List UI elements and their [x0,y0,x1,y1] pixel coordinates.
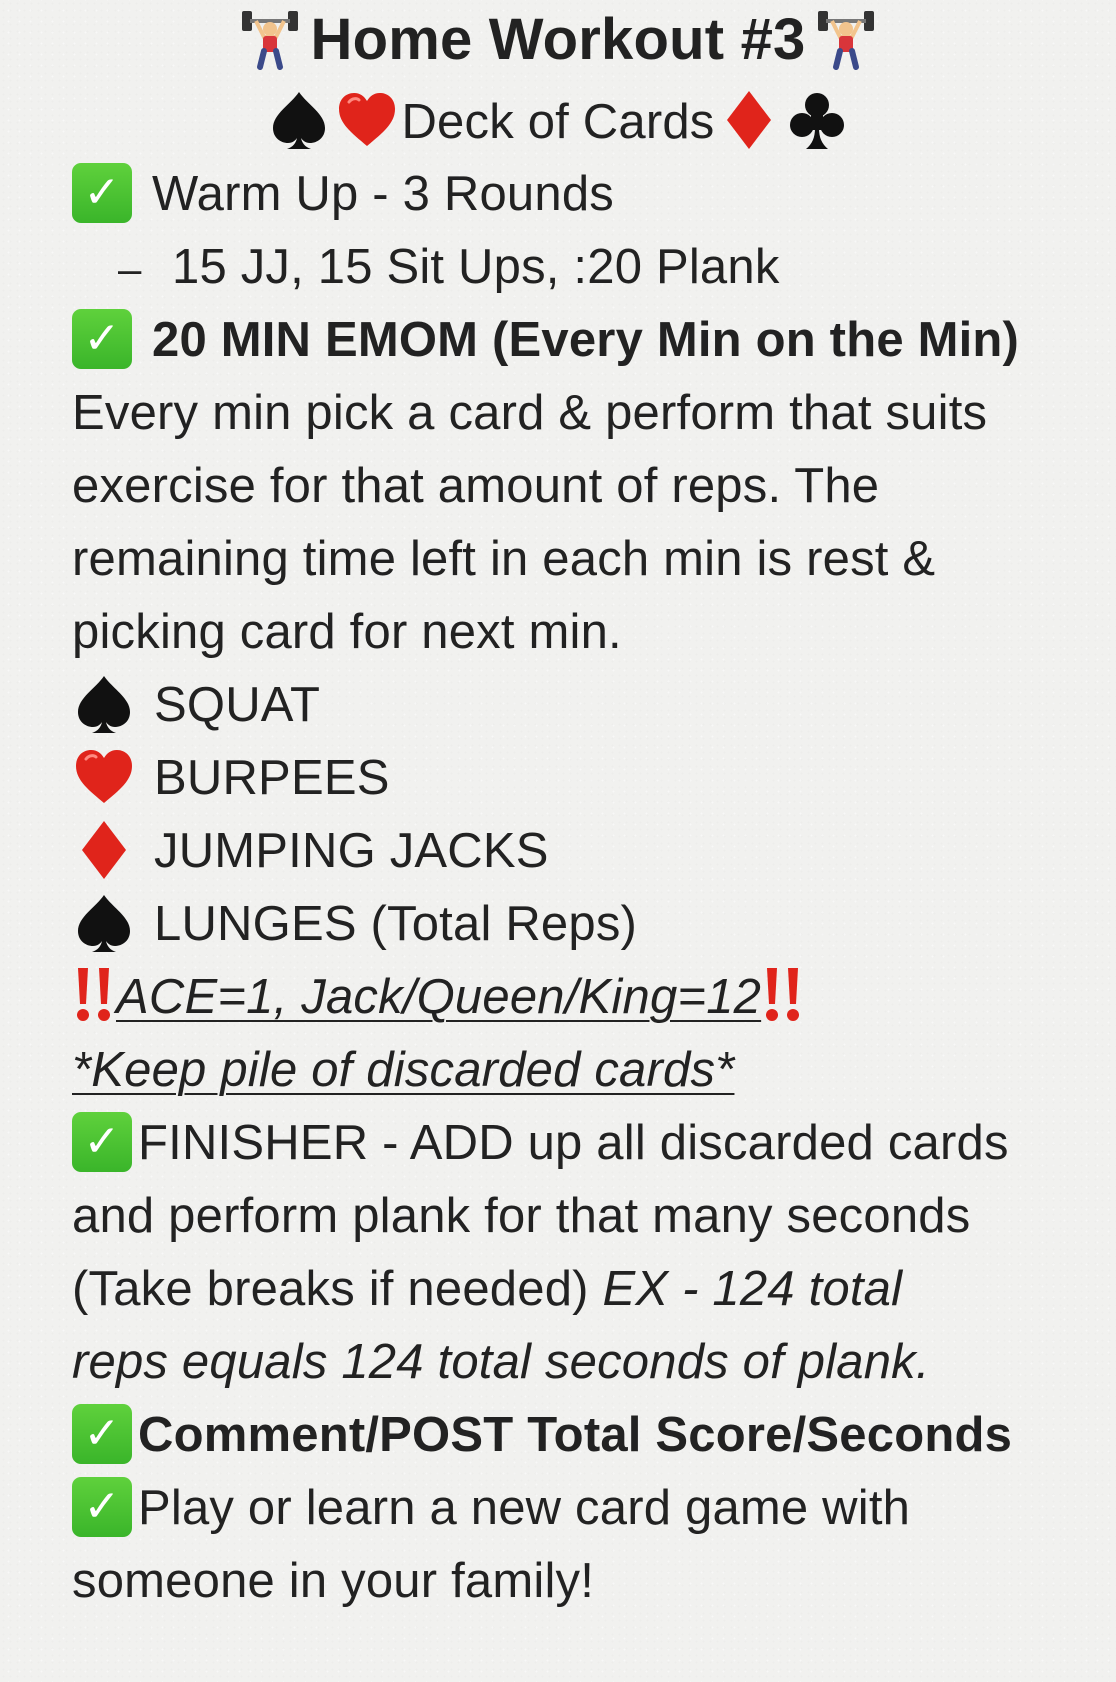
weightlifter-woman-icon [816,7,876,73]
checkmark-icon: ✓ [72,163,132,223]
finisher-note: (Take breaks if needed) [72,1262,589,1316]
exercise-label: LUNGES (Total Reps) [154,897,638,951]
weightlifter-man-icon [240,7,300,73]
emom-description-line: remaining time left in each min is rest & [72,532,936,586]
title-row [0,2,1116,78]
family-row [72,1472,910,1545]
finisher-line: and perform plank for that many seconds [72,1189,971,1243]
finisher-example: reps equals 124 total seconds of plank. [72,1335,930,1389]
finisher-example: EX - 124 total [588,1262,903,1316]
comment-row [72,1399,1012,1472]
diamond-icon [72,818,136,882]
dash-bullet: – [118,245,142,292]
spade-icon [267,88,331,152]
finisher-line-mixed [72,1253,902,1326]
suit-exercise-row [72,669,320,742]
double-exclamation-icon [761,966,805,1024]
family-line: someone in your family! [72,1554,595,1608]
checkmark-icon: ✓ [72,1477,132,1537]
spade-icon [72,672,136,736]
emom-description-line: Every min pick a card & perform that suits [72,386,988,440]
subtitle-row [0,86,1116,159]
emom-heading: 20 MIN EMOM (Every Min on the Min) [152,313,1020,367]
diamond-icon [717,88,781,152]
emom-description-line: exercise for that amount of reps. The [72,459,880,513]
finisher-row [72,1107,1009,1180]
checkmark-icon: ✓ [72,1404,132,1464]
comment-text: Comment/POST Total Score/Seconds [138,1408,1013,1462]
heart-icon [72,745,136,809]
card-values-row [72,961,805,1034]
emom-description-line: picking card for next min. [72,605,622,659]
finisher-line: FINISHER - ADD up all discarded cards [138,1116,1009,1170]
exercise-label: SQUAT [154,678,321,732]
warmup-detail-row [72,231,780,304]
page-title: Home Workout #3 [310,7,806,72]
heart-icon [335,88,399,152]
double-exclamation-icon [72,966,116,1024]
checkmark-icon: ✓ [72,1112,132,1172]
emom-heading-row [72,304,1019,377]
warmup-heading: Warm Up - 3 Rounds [152,167,614,221]
subtitle: Deck of Cards [401,95,715,149]
exercise-label: BURPEES [154,751,390,805]
card-values: ACE=1, Jack/Queen/King=12 [116,970,762,1024]
family-line: Play or learn a new card game with [138,1481,911,1535]
suit-exercise-row [72,742,390,815]
discard-note: *Keep pile of discarded cards* [72,1043,735,1097]
spade-icon [72,891,136,955]
suit-exercise-row [72,815,549,888]
warmup-heading-row [72,158,614,231]
warmup-detail: 15 JJ, 15 Sit Ups, :20 Plank [172,240,780,294]
suit-exercise-row [72,888,637,961]
checkmark-icon: ✓ [72,309,132,369]
exercise-label: JUMPING JACKS [154,824,549,878]
club-icon [785,88,849,152]
